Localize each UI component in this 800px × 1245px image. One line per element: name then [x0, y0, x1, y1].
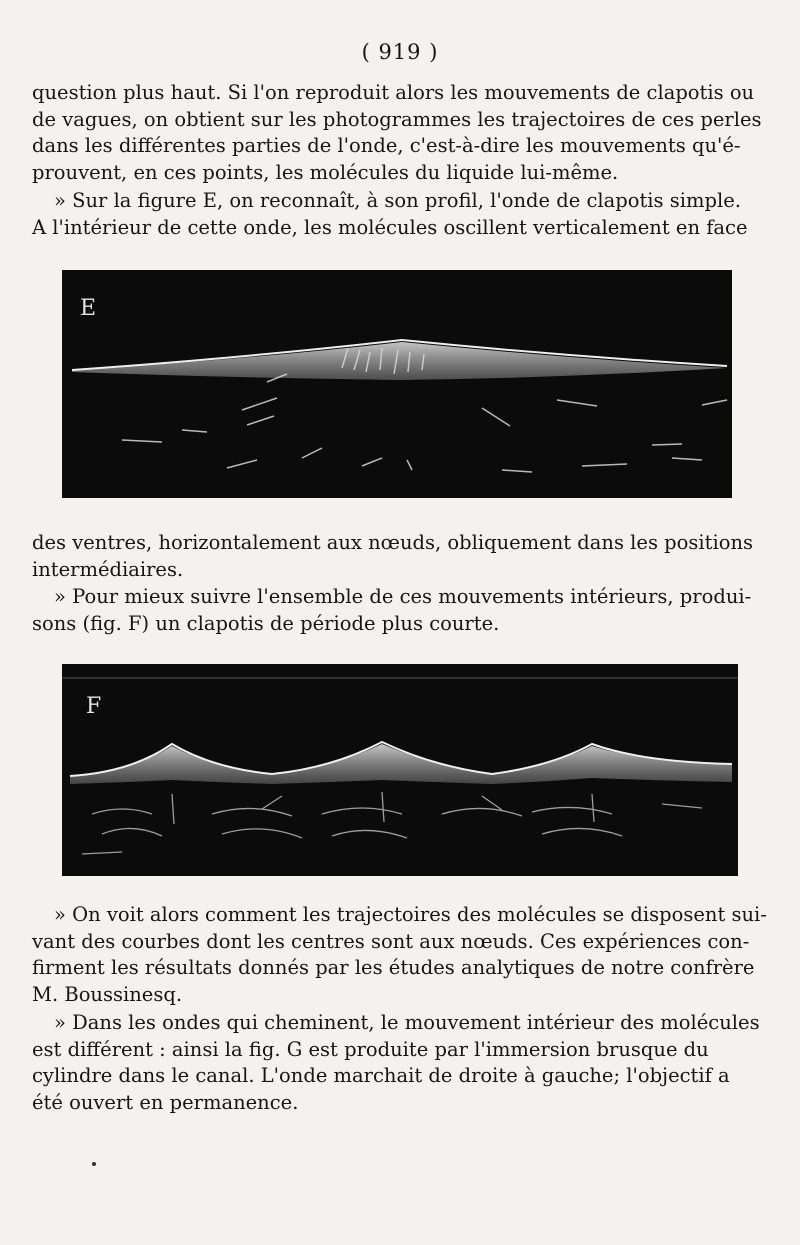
figure-f-label: F: [86, 694, 102, 719]
paragraph-2: [32, 188, 770, 241]
figure-e-label: E: [80, 296, 97, 321]
figure-e-wave-image: [62, 270, 732, 498]
figure-e-photograph: [62, 270, 732, 498]
paragraph-6: [32, 1010, 770, 1116]
page-number: ( 919 ): [361, 40, 439, 64]
text-line: » Sur la figure E, on reconnaît, à son profil, l'onde de clapotis simple.: [54, 189, 741, 212]
text-line: été ouvert en permanence.: [32, 1090, 299, 1114]
text-line: A l'intérieur de cette onde, les molécules oscillent verticalement en face: [32, 215, 748, 239]
figure-f-photograph: [62, 664, 738, 876]
text-line: cylindre dans le canal. L'onde marchait de droite à gauche; l'objectif a: [32, 1064, 730, 1087]
text-line: » Pour mieux suivre l'ensemble de ces mouvements intérieurs, produi-: [54, 585, 752, 608]
text-line: firment les résultats donnés par les études analytiques de notre confrère: [32, 956, 755, 979]
paragraph-3: [32, 530, 770, 583]
text-line: M. Boussinesq.: [32, 982, 183, 1006]
text-line: de vagues, on obtient sur les photogrammes les trajectoires de ces perles: [32, 107, 762, 131]
figure-f-wave-image: [62, 664, 738, 876]
paragraph-5: [32, 902, 770, 1008]
paragraph-4: [32, 584, 770, 637]
text-line: intermédiaires.: [32, 557, 184, 581]
text-line: est différent : ainsi la fig. G est produite par l'immersion brusque du: [32, 1037, 709, 1061]
text-line: dans les différentes parties de l'onde, c'est-à-dire les mouvements qu'é-: [32, 134, 741, 157]
text-line: des ventres, horizontalement aux nœuds, obliquement dans les positions: [32, 531, 754, 554]
text-line: » On voit alors comment les trajectoires des molécules se disposent sui-: [54, 903, 767, 926]
paper-speck: [92, 1162, 96, 1166]
text-line: prouvent, en ces points, les molécules du liquide lui-même.: [32, 160, 619, 184]
text-line: sons (fig. F) un clapotis de période plus courte.: [32, 611, 500, 635]
text-line: question plus haut. Si l'on reproduit alors les mouvements de clapotis ou: [32, 81, 755, 104]
wave-profile-e: [72, 342, 727, 380]
paragraph-1: [32, 80, 770, 186]
text-line: » Dans les ondes qui cheminent, le mouvement intérieur des molécules: [54, 1011, 760, 1034]
text-line: vant des courbes dont les centres sont aux nœuds. Ces expériences con-: [32, 929, 750, 953]
